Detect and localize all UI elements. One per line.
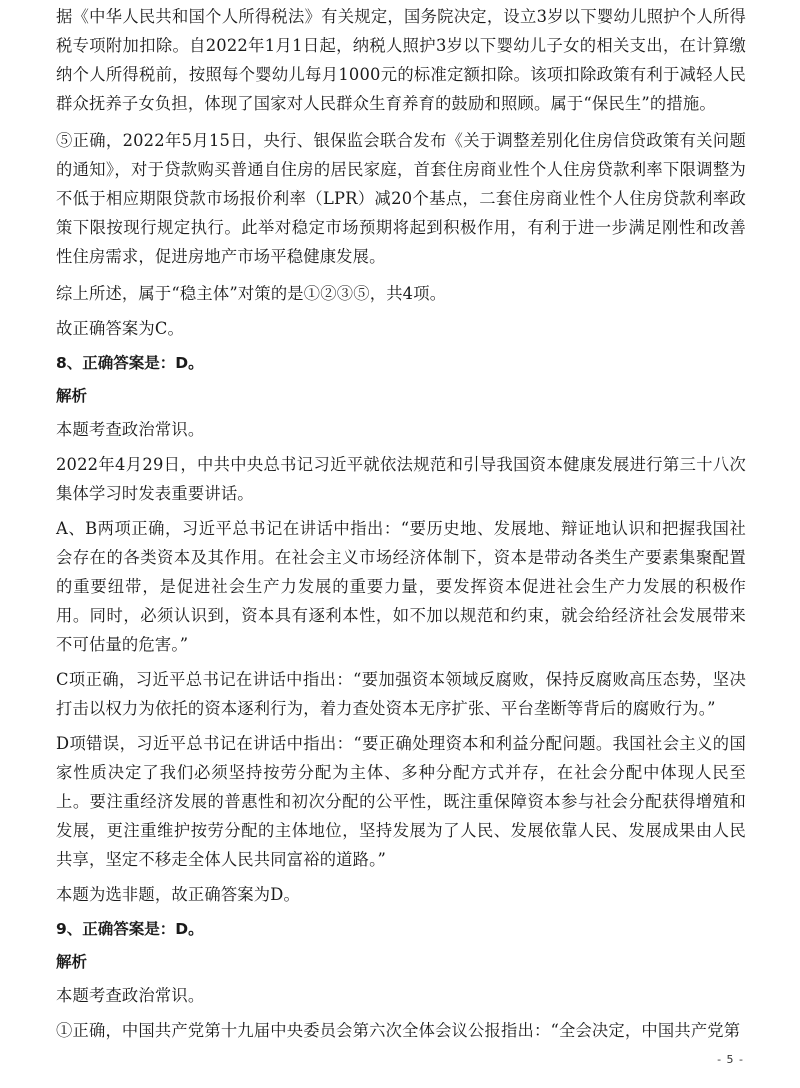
paragraph-answer-conclusion: 故正确答案为C。 <box>56 319 185 338</box>
question-8-paragraph: C项正确，习近平总书记在讲话中指出：“要加强资本领域反腐败，保持反腐败高压态势，坚决打击以权力为依托的资本逐利行为，着力查处资本无序扩张、平台垄断等背后的腐败行为。” <box>56 670 746 718</box>
page-number: - 5 - <box>717 1053 744 1066</box>
question-9-analysis-label: 解析 <box>56 953 88 971</box>
question-8-analysis-label: 解析 <box>56 387 88 405</box>
question-9-paragraph: 本题考查政治常识。 <box>56 986 205 1005</box>
question-9-answer-heading: 9、正确答案是：D。 <box>56 920 204 938</box>
paragraph-summary: 综上所述，属于“稳主体”对策的是①②③⑤，共4项。 <box>56 284 447 303</box>
question-8-paragraph: D项错误，习近平总书记在讲话中指出：“要正确处理资本和利益分配问题。我国社会主义的国家性质决定了我们必须坚持按劳分配为主体、多种分配方式并存，在社会分配中体现人民至上。要注重经济发展的普惠性和初次分配的公平性，既注重保障资本参与社会分配获得增殖和发展，更注重维护按劳分配的主体地位，坚持发展为了人民、发展依靠人民、发展成果由人民共享，坚定不移走全体人民共同富裕的道路。” <box>56 734 746 869</box>
question-9-paragraph: ①正确，中国共产党第十九届中央委员会第六次全体会议公报指出：“全会决定，中国共产党第 <box>56 1021 741 1040</box>
question-8-paragraph: 本题为选非题，故正确答案为D。 <box>56 885 300 904</box>
question-8-paragraph: 本题考查政治常识。 <box>56 420 205 439</box>
question-8-answer-heading: 8、正确答案是：D。 <box>56 354 204 372</box>
question-8-paragraph: A、B两项正确，习近平总书记在讲话中指出：“要历史地、发展地、辩证地认识和把握我国社会存在的各类资本及其作用。在社会主义市场经济体制下，资本是带动各类生产要素集聚配置的重要纽带，是促进社会生产力发展的重要力量，要发挥资本促进社会生产力发展的积极作用。同时，必须认识到，资本具有逐利本性，如不加以规范和约束，就会给经济社会发展带来不可估量的危害。” <box>56 519 746 654</box>
question-8-paragraph: 2022年4月29日，中共中央总书记习近平就依法规范和引导我国资本健康发展进行第三十八次集体学习时发表重要讲话。 <box>56 455 746 503</box>
document-page <box>56 2 746 1051</box>
paragraph-iit-deduction: 据《中华人民共和国个人所得税法》有关规定，国务院决定，设立3岁以下婴幼儿照护个人所得税专项附加扣除。自2022年1月1日起，纳税人照护3岁以下婴幼儿子女的相关支出，在计算缴纳个人所得税前，按照每个婴幼儿每月1000元的标准定额扣除。该项扣除政策有利于减轻人民群众抚养子女负担，体现了国家对人民群众生育养育的鼓励和照顾。属于“保民生”的措施。 <box>56 7 746 113</box>
paragraph-item-5-housing-loan: ⑤正确，2022年5月15日，央行、银保监会联合发布《关于调整差别化住房信贷政策有关问题的通知》，对于贷款购买普通自住房的居民家庭，首套住房商业性个人住房贷款利率下限调整为不低于相应期限贷款市场报价利率（LPR）减20个基点，二套住房商业性个人住房贷款利率政策下限按现行规定执行。此举对稳定市场预期将起到积极作用，有利于进一步满足刚性和改善性住房需求，促进房地产市场平稳健康发展。 <box>56 131 746 266</box>
